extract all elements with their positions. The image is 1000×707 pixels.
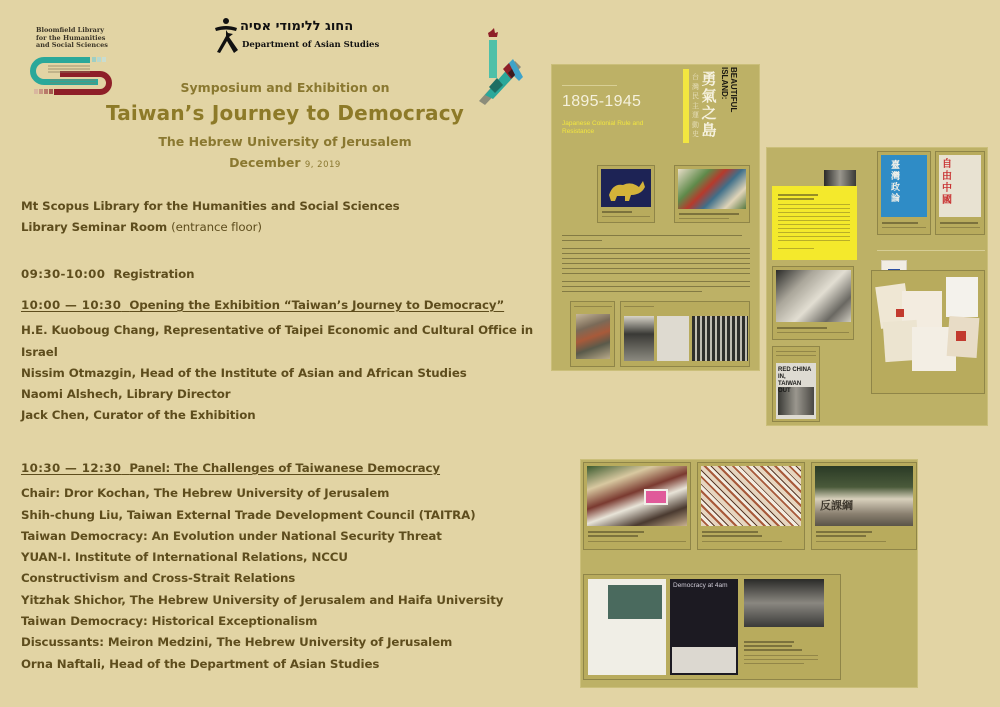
panel-line: Taiwan Democracy: Historical Exceptionalism: [21, 614, 318, 629]
panel-text-line: [562, 273, 750, 274]
panel-years-heading: 1895-1945: [562, 93, 642, 110]
panel-line: Shih-chung Liu, Taiwan External Trade Development Council (TAITRA): [21, 507, 476, 522]
caption-line: [882, 222, 918, 224]
headline-newspaper-image: [776, 363, 816, 419]
panel-session-title: Panel: The Challenges of Taiwanese Democracy: [129, 461, 441, 475]
exhibit-photo-military-justice: [697, 462, 805, 550]
event-date: [120, 155, 450, 173]
library-logo-line: and Social Sciences: [36, 41, 108, 50]
caption-line: [776, 355, 816, 356]
legislature-occupation-photo: [744, 579, 824, 627]
hebrew-university-logo: [475, 25, 525, 105]
venue-room-note: (entrance floor): [171, 220, 262, 235]
registration-label: Registration: [113, 267, 195, 281]
journal-cover-title: 自由中國: [942, 159, 952, 206]
exhibit-photo-anti-media-monopoly: [583, 462, 691, 550]
exhibit-photo-education-reform: [811, 462, 917, 550]
exhibit-sunflower-movement: [583, 574, 841, 680]
opening-speaker: H.E. Kuoboug Chang, Representative of Taipei Economic and Cultural Office in: [21, 323, 534, 338]
panel-line: Yitzhak Shichor, The Hebrew University of Jerusalem and Haifa University: [21, 592, 504, 607]
panel-text-line: [562, 248, 750, 249]
panel-line: YUAN-I. Institute of International Relations, NCCU: [21, 550, 348, 565]
venue-room: Library Seminar Room: [21, 220, 168, 235]
protest-photo: [587, 466, 687, 526]
newspaper-clipping: [588, 579, 666, 675]
department-english-name: Department of Asian Studies: [242, 40, 380, 50]
panel-english-title: BEAUTIFUL ISLAND:: [720, 67, 738, 113]
event-date-month: December: [229, 155, 301, 170]
hebrew-university-torch-icon: [475, 25, 525, 105]
archival-document: [657, 316, 689, 361]
caption-line: [778, 232, 850, 233]
caption-line: [602, 216, 650, 217]
caption-line: [588, 541, 686, 542]
library-logo-text: [36, 27, 120, 50]
caption-line: [679, 218, 729, 219]
protest-crowd-photo: [701, 466, 801, 526]
exhibit-photo-newspaper: [772, 266, 854, 340]
panel-session-heading: [21, 458, 551, 479]
caption-line: [940, 222, 978, 224]
panel-chinese-title: 勇氣之島: [701, 70, 717, 139]
exhibit-photo-battle-print: [674, 165, 750, 223]
department-asian-studies-logo: [210, 17, 380, 57]
exhibit-free-china-journal: [935, 151, 985, 235]
book-cover-calligraphy: 臺灣政論: [891, 161, 901, 204]
poster-title: Democracy at 4am: [673, 582, 728, 589]
venue-line-2: [21, 217, 551, 238]
seal-stamp: [956, 331, 966, 341]
caption-line: [744, 655, 818, 656]
panel-text-line: [562, 258, 750, 259]
opening-speaker: Naomi Alshech, Library Director: [21, 387, 231, 402]
event-title: Taiwan’s Journey to Democracy: [105, 101, 465, 125]
event-university: The Hebrew University of Jerusalem: [158, 134, 412, 149]
panel-text-line: [562, 268, 750, 269]
caption-line: [778, 248, 814, 249]
caption-line: [744, 659, 818, 660]
caption-line: [702, 541, 782, 542]
event-subtitle: Symposium and Exhibition on: [180, 80, 390, 95]
exhibit-photo-magazine: [570, 301, 615, 367]
caption-line: [777, 332, 849, 333]
panel-text-line: [562, 286, 750, 287]
event-date-day-year: 9, 2019: [304, 160, 341, 170]
panel-text-line: [562, 263, 750, 264]
protest-sign: [644, 489, 668, 505]
opening-speaker: Israel: [21, 344, 58, 359]
panel-line: Orna Naftali, Head of the Department of Asian Studies: [21, 656, 380, 671]
seal-stamp: [896, 309, 904, 317]
registration-item: [21, 264, 551, 285]
panel-line: Discussants: Meiron Medzini, The Hebrew University of Jerusalem: [21, 635, 453, 650]
caption-line: [778, 212, 850, 213]
caption-line: [588, 535, 638, 537]
battle-print-image: [678, 169, 746, 209]
caption-line: [588, 531, 644, 533]
panel-text-line: [562, 253, 750, 254]
caption-line: [778, 220, 850, 221]
exhibition-panel-democracy-movements: [580, 459, 918, 688]
poster-text-block: [672, 647, 736, 673]
caption-line: [776, 351, 816, 352]
opening-session-time: 10:00 — 10:30: [21, 298, 122, 312]
panel-line: Taiwan Democracy: An Evolution under National Security Threat: [21, 528, 442, 543]
exhibit-photo-tiger-flag: [597, 165, 655, 223]
panel-text-line: [562, 281, 750, 282]
panel-session-time: 10:30 — 12:30: [21, 461, 122, 475]
caption-line: [778, 216, 850, 217]
newspaper-photo: [608, 585, 662, 619]
caption-line: [882, 227, 926, 228]
archival-crowd-photo: [692, 316, 748, 361]
venue-block: [21, 196, 551, 239]
caption-line: [777, 327, 827, 329]
caption-line: [778, 194, 818, 196]
headline-text: RED CHINA IN, TAIWAN OUT: [778, 367, 812, 394]
caption-line: [574, 306, 612, 307]
caption-line: [744, 641, 794, 643]
newspaper-photo: [776, 270, 851, 322]
program-registration: [21, 264, 551, 285]
panel-line: Chair: Dror Kochan, The Hebrew University of Jerusalem: [21, 486, 390, 501]
panel-divider: [562, 85, 617, 86]
opening-session-title: Opening the Exhibition “Taiwan’s Journey to Democracy”: [129, 298, 505, 312]
registration-time: 09:30-10:00: [21, 267, 106, 281]
panel-accent-bar: [683, 69, 689, 143]
exhibit-documents: [871, 270, 985, 394]
caption-line: [744, 645, 792, 647]
caption-line: [816, 541, 886, 542]
archival-photo: [624, 316, 654, 361]
venue-line-1: Mt Scopus Library for the Humanities and Social Sciences: [21, 199, 400, 213]
exhibit-book-taiwan-politics: [877, 151, 931, 235]
book-cover-image: [881, 155, 927, 217]
protest-banner-photo: [815, 466, 913, 526]
caption-line: [816, 531, 872, 533]
caption-line: [816, 535, 866, 537]
tiger-icon: [601, 169, 651, 207]
bloomfield-library-logo: [30, 27, 120, 97]
panel-text-line: [562, 240, 602, 241]
panel-divider: [877, 250, 985, 251]
protest-banner-text: 反課綱: [820, 499, 853, 512]
caption-line: [940, 227, 980, 228]
document-image: [946, 277, 978, 317]
caption-line: [602, 211, 632, 213]
panel-text-line: [562, 235, 742, 236]
panel-participants-list: [21, 483, 551, 675]
caption-line: [744, 649, 802, 651]
panel-chinese-subtitle: 台灣民主運動史: [692, 73, 699, 138]
library-logo-line: Bloomfield Library: [36, 26, 105, 34]
magazine-cover-image: [576, 314, 610, 359]
caption-line: [778, 198, 814, 200]
panel-line: Constructivism and Cross-Strait Relations: [21, 571, 296, 586]
caption-line: [778, 204, 850, 205]
caption-line: [744, 663, 804, 664]
exhibition-panel-colonial-era: [551, 64, 760, 371]
journal-cover-image: [939, 155, 981, 217]
opening-session-heading: [21, 295, 551, 316]
opening-speakers-list: [21, 320, 551, 426]
opening-speaker: Jack Chen, Curator of the Exhibition: [21, 408, 256, 423]
opening-speaker: Nissim Otmazgin, Head of the Institute of Asian and African Studies: [21, 365, 467, 380]
caption-line: [778, 208, 850, 209]
exhibition-panel-martial-law: [766, 147, 988, 426]
caption-line: [702, 535, 762, 537]
panel-era-subtitle: Japanese Colonial Rule and Resistance: [562, 120, 644, 135]
highlight-text-box: [772, 186, 857, 260]
program-panel-session: [21, 458, 551, 675]
program-opening-session: [21, 295, 551, 427]
department-glyph-icon: [212, 17, 240, 55]
caption-line: [778, 236, 850, 237]
caption-line: [778, 224, 850, 225]
caption-line: [679, 213, 739, 215]
tiger-flag-image: [601, 169, 651, 207]
exhibit-red-china-headline: [772, 346, 820, 422]
library-logo-line: for the Humanities: [36, 33, 106, 42]
caption-line: [778, 240, 850, 241]
caption-line: [702, 531, 758, 533]
library-book-s-icon: [30, 54, 120, 96]
caption-line: [624, 306, 654, 307]
panel-text-line: [562, 291, 702, 292]
exhibit-photo-group: [620, 301, 750, 367]
department-hebrew-name: החוג ללימודי אסיה: [240, 19, 354, 34]
democracy-at-4am-poster: [670, 579, 738, 675]
caption-line: [778, 228, 850, 229]
